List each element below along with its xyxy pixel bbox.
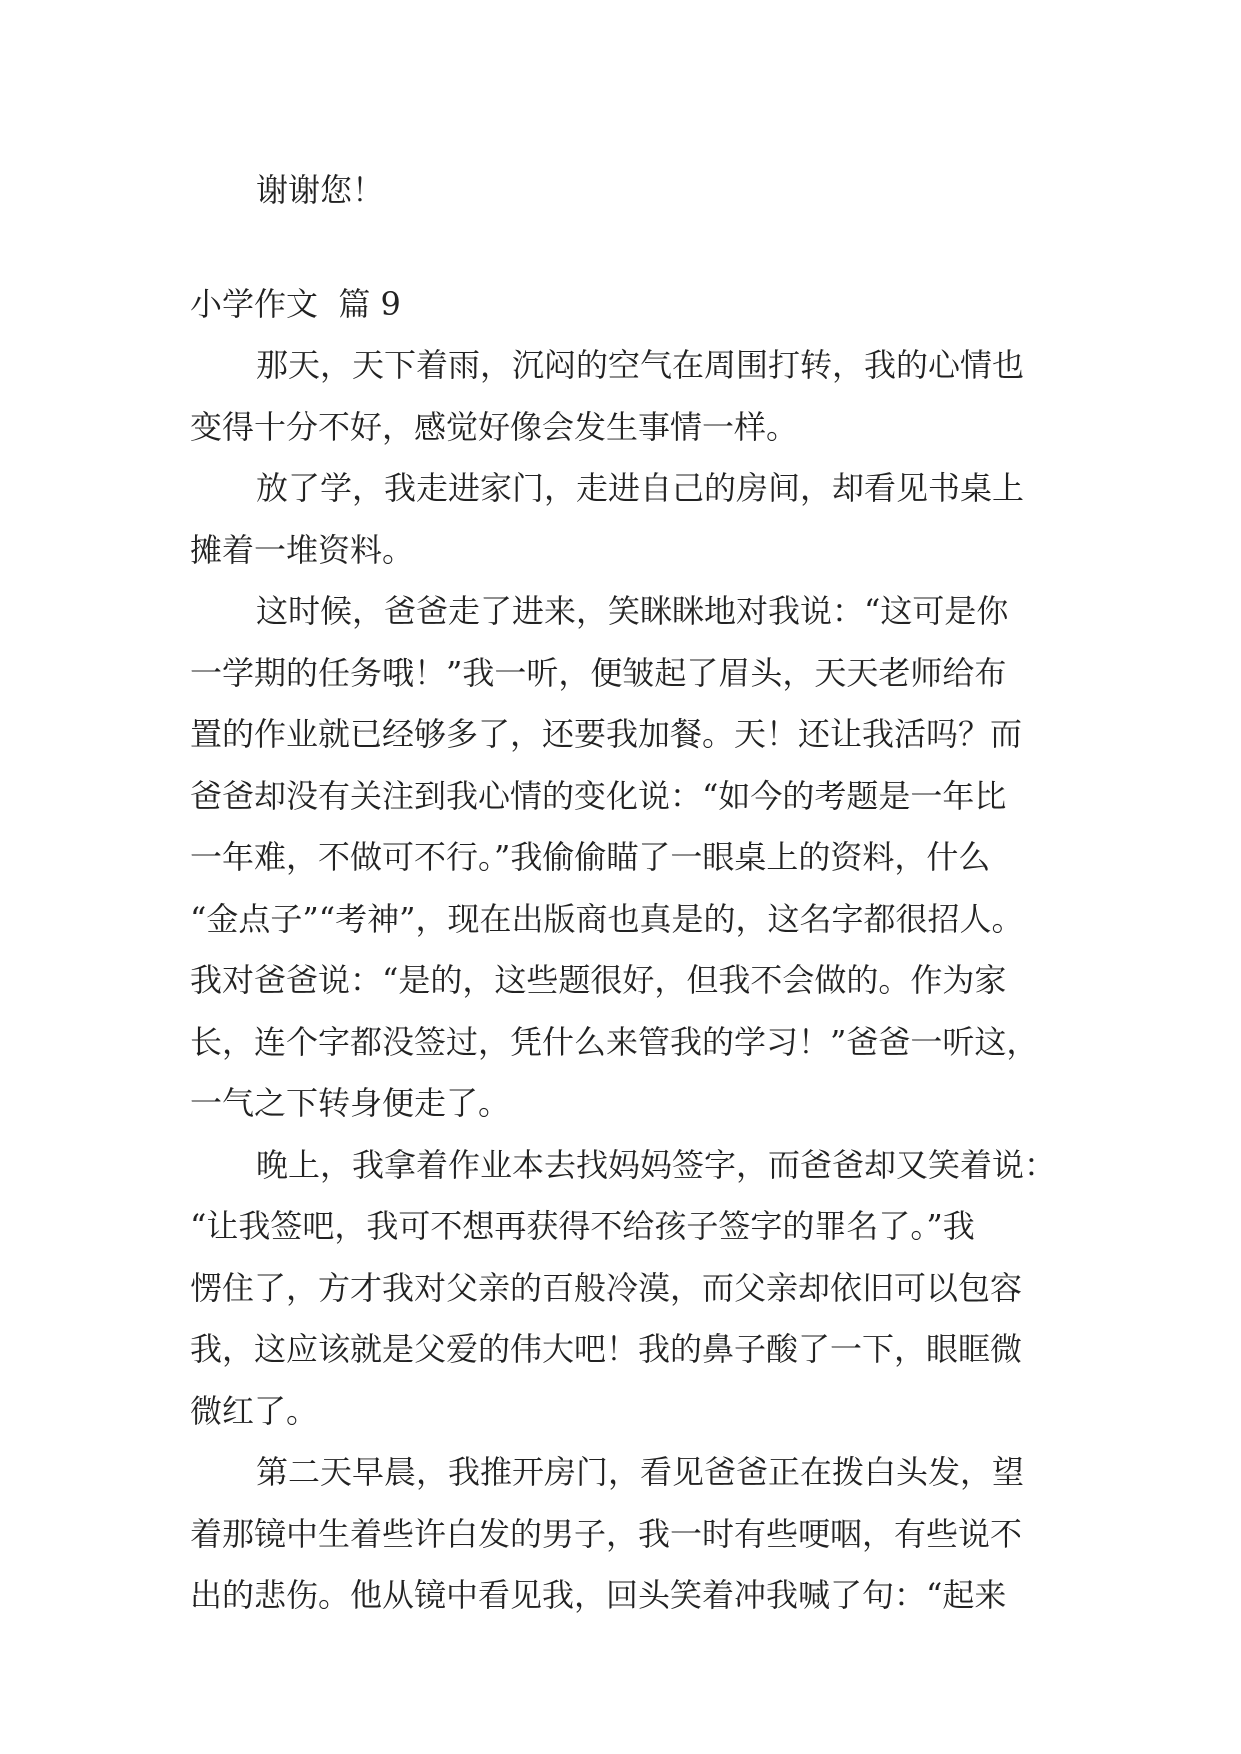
paragraph-line: “让我签吧，我可不想再获得不给孩子签字的罪名了。”我: [190, 1207, 975, 1245]
paragraph-1: [190, 335, 1050, 458]
paragraph-line: 微红了。: [190, 1391, 319, 1430]
section-title: 小学作文 篇 9: [190, 284, 401, 323]
paragraph-line: 变得十分不好，感觉好像会发生事情一样。: [190, 407, 799, 446]
paragraph-4: [190, 1135, 1057, 1443]
paragraph-line: 我对爸爸说：“是的，这些题很好，但我不会做的。作为家: [190, 961, 1007, 999]
paragraph-line: 放了学，我走进家门，走进自己的房间，却看见书桌上: [256, 469, 1025, 507]
paragraph-2: [190, 458, 1050, 581]
paragraph-line: 着那镜中生着些许白发的男子，我一时有些哽咽，有些说不: [190, 1514, 1023, 1553]
paragraph-line: 这时候，爸爸走了进来，笑眯眯地对我说：“这可是你: [256, 592, 1009, 630]
paragraph-line: 愣住了，方才我对父亲的百般冷漠，而父亲却依旧可以包容: [190, 1268, 1023, 1307]
closing-line: 谢谢您！: [256, 171, 385, 209]
paragraph-line: 出的悲伤。他从镜中看见我，回头笑着冲我喊了句：“起来: [190, 1576, 1007, 1614]
paragraph-5: [190, 1442, 1050, 1627]
paragraph-line: 那天，天下着雨，沉闷的空气在周围打转，我的心情也: [256, 346, 1025, 384]
paragraph-line: 长，连个字都没签过，凭什么来管我的学习！”爸爸一听这，: [190, 1022, 1039, 1061]
paragraph-line: 一学期的任务哦！”我一听，便皱起了眉头，天天老师给布: [190, 653, 1007, 692]
paragraph-line: 一年难，不做可不行。”我偷偷瞄了一眼桌上的资料，什么: [190, 838, 991, 876]
paragraph-line: “金点子”“考神”，现在出版商也真是的，这名字都很招人。: [190, 899, 1024, 938]
document-body: [190, 160, 1057, 1627]
paragraph-3: [190, 581, 1050, 1135]
paragraph-line: 第二天早晨，我推开房门，看见爸爸正在拨白头发，望: [256, 1453, 1025, 1491]
paragraph-line: 一气之下转身便走了。: [190, 1084, 511, 1122]
paragraph-line: 摊着一堆资料。: [190, 530, 415, 569]
paragraph-line: 我，这应该就是父爱的伟大吧！我的鼻子酸了一下，眼眶微: [190, 1330, 1023, 1368]
paragraph-line: 置的作业就已经够多了，还要我加餐。天！还让我活吗？而: [190, 715, 1023, 753]
paragraph-line: 晚上，我拿着作业本去找妈妈签字，而爸爸却又笑着说：: [256, 1145, 1057, 1184]
paragraph-line: 爸爸却没有关注到我心情的变化说：“如今的考题是一年比: [190, 776, 1007, 815]
